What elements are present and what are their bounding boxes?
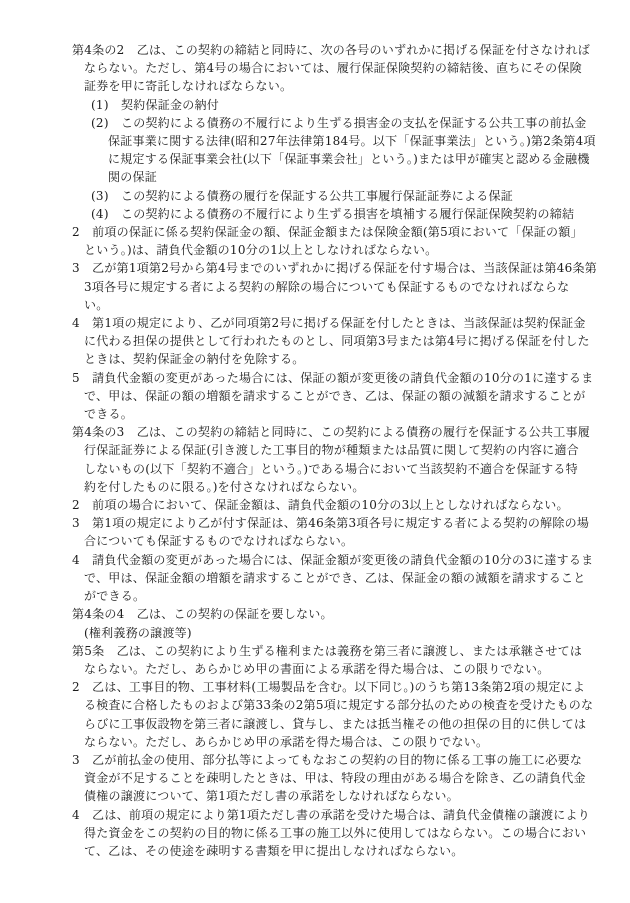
text-line: ならない。ただし、あらかじめ甲の承諾を得た場合は、この限りでない。 — [84, 734, 489, 749]
text-line: (3) この契約による債務の履行を保証する公共工事履行保証証券による保証 — [91, 188, 514, 203]
text-line: ならない。ただし、第4号の場合においては、履行保証保険契約の締結後、直ちにその保険 — [84, 61, 582, 76]
text-line: に規定する保証事業会社(以下「保証事業会社」という。)または甲が確実と認める金融機 — [108, 152, 590, 167]
text-line: (1) 契約保証金の納付 — [91, 97, 219, 112]
text-line: ときは、契約保証金の納付を免除する。 — [84, 352, 305, 367]
text-line: 4 乙は、前項の規定により第1項ただし書の承諾を受けた場合は、請負代金債権の譲渡により — [72, 807, 591, 822]
text-line: 第5条 乙は、この契約により生ずる権利または義務を第三者に譲渡し、または承継させては — [72, 643, 583, 658]
text-line: る検査に合格したものおよび第33条の2第5項に規定する部分払のための検査を受けたものな — [84, 698, 594, 713]
text-line: い。 — [84, 297, 109, 312]
text-line: 保証事業に関する法律(昭和27年法律第184号。以下「保証事業法」という。)第2条第4項 — [108, 134, 596, 149]
text-line: 第4条の4 乙は、この契約の保証を要しない。 — [72, 607, 333, 622]
text-line: 資金が不足することを疎明したときは、甲は、特段の理由がある場合を除き、乙の請負代金 — [84, 771, 586, 786]
text-line: できる。 — [84, 407, 134, 422]
text-line: 関の保証 — [108, 170, 158, 185]
text-line: 合についても保証するものでなければならない。 — [84, 534, 354, 549]
text-line: 4 請負代金額の変更があった場合には、保証金額が変更後の請負代金額の10分の3に達するま — [72, 552, 594, 567]
text-line: 4 第1項の規定により、乙が同項第2号に掲げる保証を付したときは、当該保証は契約保証金 — [72, 316, 586, 331]
text-line: て、乙は、その使途を疎明する書類を甲に提出しなければならない。 — [84, 843, 464, 858]
text-line: 約を付したものに限る。)を付さなければならない。 — [84, 479, 365, 494]
text-line: らびに工事仮設物を第三者に譲渡し、貸与し、または抵当権その他の担保の目的に供しては — [84, 716, 587, 731]
text-line: 第4条の2 乙は、この契約の締結と同時に、次の各号のいずれかに掲げる保証を付さなければ — [72, 43, 591, 57]
text-line: 行保証証券による保証(引き渡した工事目的物が種類または品質に関して契約の内容に適合 — [84, 443, 579, 458]
text-line: 債権の譲渡について、第1項ただし書の承諾をしなければならない。 — [84, 789, 459, 804]
text-line: 5 請負代金額の変更があった場合には、保証の額が変更後の請負代金額の10分の1に達するま — [72, 370, 594, 385]
text-line: 3 第1項の規定により乙が付す保証は、第46条第3項各号に規定する者による契約の解除の場 — [72, 516, 590, 531]
text-line: (4) この契約による債務の不履行により生ずる損害を填補する履行保証保険契約の締結 — [91, 206, 575, 221]
text-line: しないもの(以下「契約不適合」という。)である場合において当該契約不適合を保証する特 — [84, 461, 578, 476]
text-line: という。)は、請負代金額の10分の1以上としなければならない。 — [84, 243, 438, 258]
text-line: 2 前項の保証に係る契約保証金の額、保証金額または保険金額(第5項において「保証の額」 — [72, 225, 583, 240]
text-line: ならない。ただし、あらかじめ甲の書面による承諾を得た場合は、この限りでない。 — [84, 661, 550, 676]
text-line: 得た資金をこの契約の目的物に係る工事の施工以外に使用してはならない。この場合におい — [84, 825, 587, 840]
text-line: 2 前項の場合において、保証金額は、請負代金額の10分の3以上としなければならない。 — [72, 498, 569, 513]
text-line: 3 乙が前払金の使用、部分払等によってもなおこの契約の目的物に係る工事の施工に必要な — [72, 752, 583, 767]
text-line: 第4条の3 乙は、この契約の締結と同時に、この契約による債務の履行を保証する公共工事履 — [72, 425, 591, 440]
text-line: に代わる担保の提供として行われたものとし、同項第3号または第4号に掲げる保証を付した — [84, 334, 590, 349]
document-body — [72, 41, 598, 860]
text-line: ができる。 — [84, 589, 146, 604]
text-line: (権利義務の譲渡等) — [84, 625, 192, 640]
text-line: 2 乙は、工事目的物、工事材料(工場製品を含む。以下同じ。)のうち第13条第2項の規定によ — [72, 680, 586, 695]
text-line: で、甲は、保証の額の増額を請求することができ、乙は、保証の額の減額を請求することが — [84, 388, 586, 403]
text-line: 証券を甲に寄託しなければならない。 — [84, 79, 293, 94]
text-line: で、甲は、保証金額の増額を請求することができ、乙は、保証金の額の減額を請求すること — [84, 570, 586, 585]
text-line: (2) この契約による債務の不履行により生ずる損害金の支払を保証する公共工事の前払金 — [91, 115, 587, 130]
text-line: 3 乙が第1項第2号から第4号までのいずれかに掲げる保証を付す場合は、当該保証は第46条第 — [72, 261, 598, 276]
text-line: 3項各号に規定する者による契約の解除の場合についても保証するものでなければならな — [84, 279, 570, 294]
